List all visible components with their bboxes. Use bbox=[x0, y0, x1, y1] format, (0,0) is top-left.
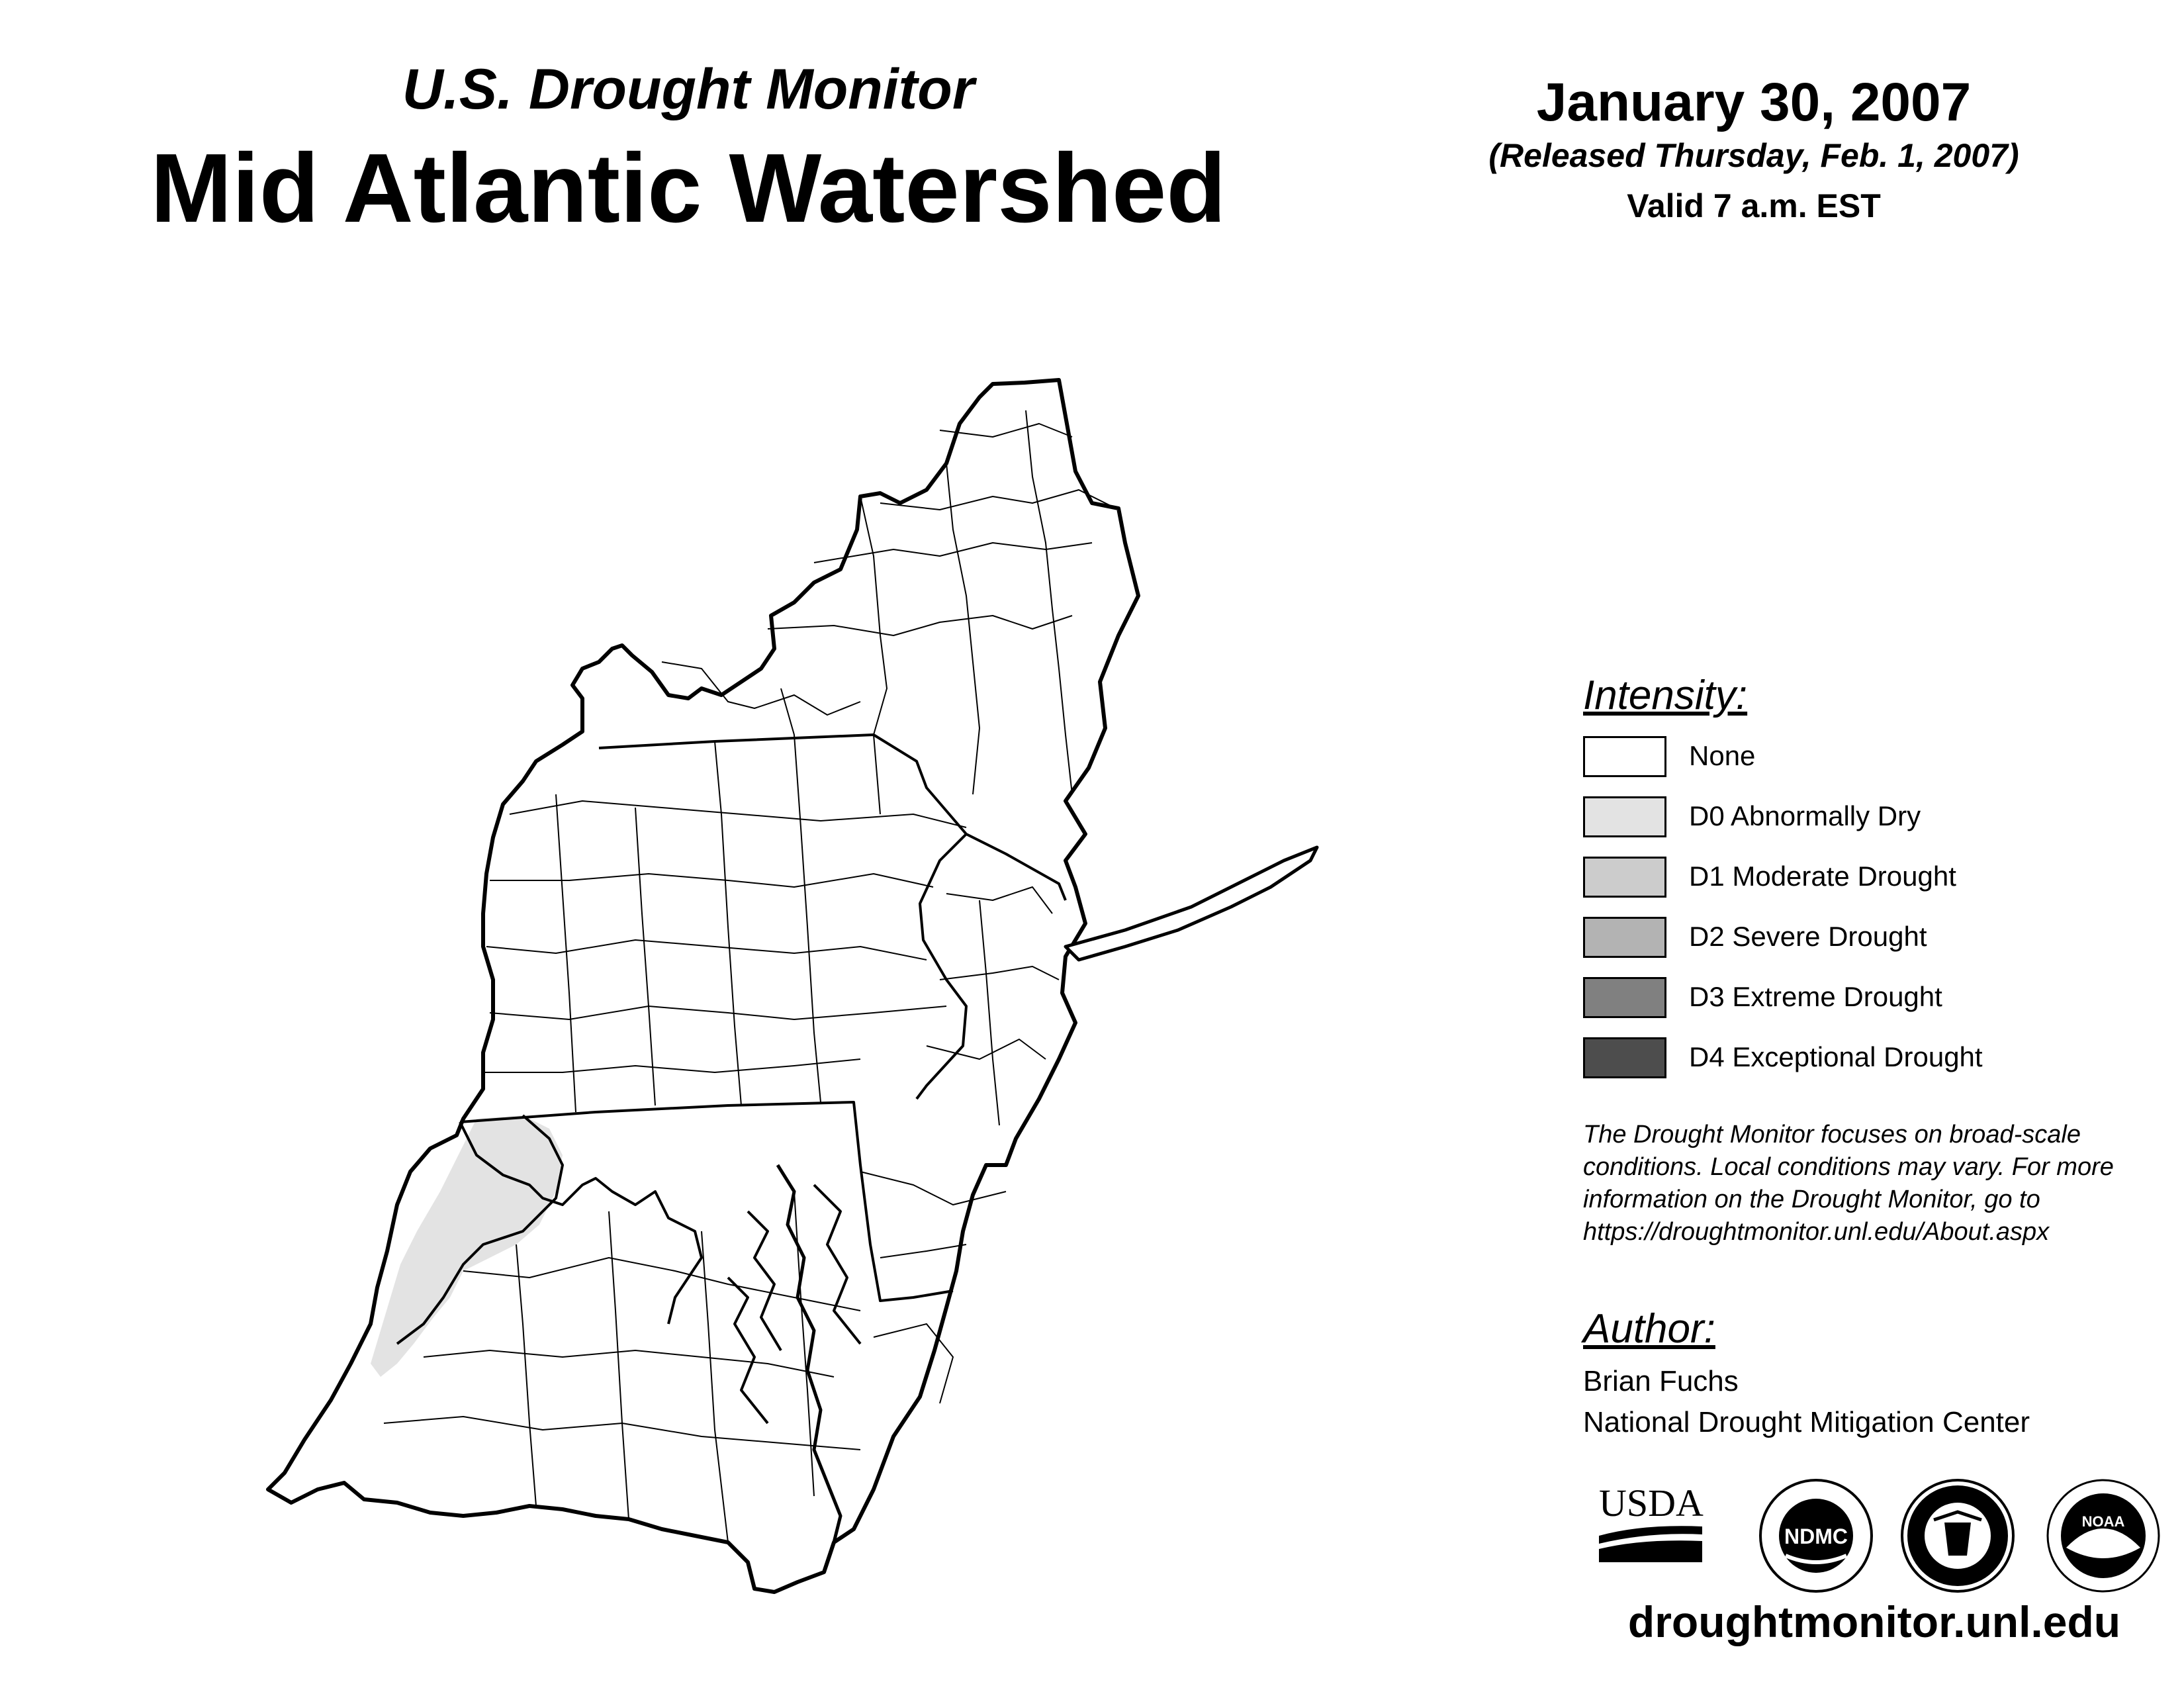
legend-label-d0: D0 Abnormally Dry bbox=[1689, 800, 1921, 831]
legend-swatch-d2 bbox=[1583, 917, 1666, 958]
legend-swatch-d0 bbox=[1583, 796, 1666, 837]
usda-logo-text: USDA bbox=[1599, 1481, 1704, 1524]
legend-item-none bbox=[1583, 736, 2113, 780]
valid-date: January 30, 2007 bbox=[1536, 72, 1972, 132]
map-subtitle: U.S. Drought Monitor bbox=[402, 58, 975, 121]
noaa-logo bbox=[2048, 1480, 2159, 1591]
legend-title: Intensity: bbox=[1583, 673, 1748, 718]
legend-item-d2 bbox=[1583, 917, 2113, 961]
legend-item-d0 bbox=[1583, 796, 2113, 840]
usda-logo bbox=[1599, 1481, 1704, 1562]
legend-label-none: None bbox=[1689, 740, 1756, 771]
author-name: Brian Fuchs bbox=[1583, 1365, 1739, 1397]
legend-item-d1 bbox=[1583, 857, 2113, 900]
legend-label-d3: D3 Extreme Drought bbox=[1689, 981, 1942, 1012]
author-heading: Author: bbox=[1583, 1306, 1715, 1352]
legend-swatch-none bbox=[1583, 736, 1666, 777]
legend-swatch-d4 bbox=[1583, 1037, 1666, 1078]
release-date: (Released Thursday, Feb. 1, 2007) bbox=[1488, 137, 2019, 174]
doc-seal-logo bbox=[1902, 1480, 2013, 1591]
noaa-logo-text: NOAA bbox=[2081, 1513, 2125, 1530]
legend-swatch-d1 bbox=[1583, 857, 1666, 898]
website-url[interactable]: droughtmonitor.unl.edu bbox=[1627, 1597, 2121, 1646]
ndmc-logo bbox=[1760, 1480, 1872, 1591]
partner-logos bbox=[1583, 1470, 2165, 1602]
disclaimer-note: The Drought Monitor focuses on broad-scale conditions. Local conditions may vary. For more information on the Drought Monitor, go to https://droughtmonitor.unl.edu/About.aspx bbox=[1583, 1121, 2114, 1246]
author-org: National Drought Mitigation Center bbox=[1583, 1406, 2030, 1438]
map-title: Mid Atlantic Watershed bbox=[150, 134, 1226, 243]
legend-label-d2: D2 Severe Drought bbox=[1689, 921, 1927, 952]
watershed-outline bbox=[268, 380, 1138, 1592]
watershed-map bbox=[251, 364, 1363, 1615]
long-island bbox=[1066, 847, 1317, 960]
legend-item-d3 bbox=[1583, 977, 2113, 1021]
legend-label-d1: D1 Moderate Drought bbox=[1689, 861, 1956, 892]
legend-item-d4 bbox=[1583, 1037, 2113, 1081]
legend-label-d4: D4 Exceptional Drought bbox=[1689, 1041, 1983, 1072]
ndmc-logo-text: NDMC bbox=[1784, 1524, 1848, 1548]
legend-swatch-d3 bbox=[1583, 977, 1666, 1018]
valid-time: Valid 7 a.m. EST bbox=[1627, 187, 1881, 224]
